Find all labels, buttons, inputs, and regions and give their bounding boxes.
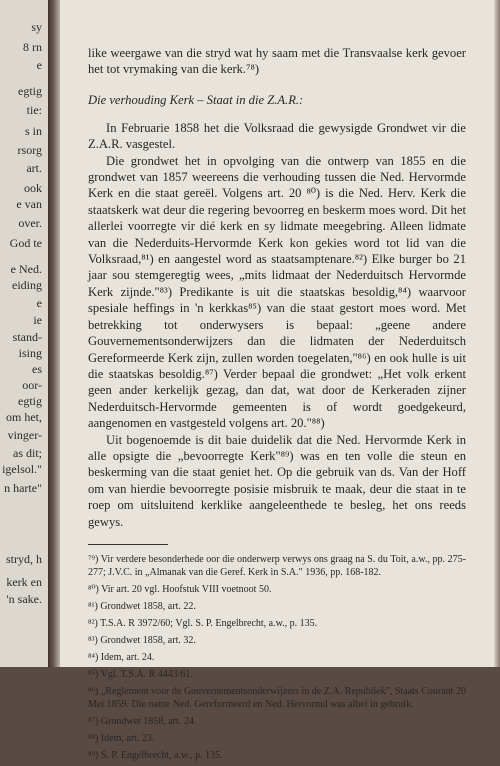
margin-fragment: e [36, 58, 42, 72]
margin-fragment: vinger- [7, 428, 42, 442]
margin-fragment: igelsol." [2, 462, 42, 476]
margin-fragment: rsorg [17, 143, 42, 157]
footnote: ⁸⁰) Vir art. 20 vgl. Hoofstuk VIII voetnoot 50. [88, 583, 272, 595]
margin-fragment: 8 rn [23, 40, 42, 54]
margin-fragment: egtig [18, 394, 42, 408]
margin-fragment: egtig [18, 84, 42, 98]
footnote: ⁸⁵) Vgl. T.S.A. R 4443/61. [88, 668, 194, 680]
margin-fragment: s in [24, 124, 42, 138]
margin-fragment: over. [18, 216, 42, 230]
body-paragraph: Uit bogenoemde is dit baie duidelik dat die Ned. Hervormde Kerk in alle opsigte die „bevoorregte Kerk"⁸⁹) was en ten volle die steun en beskerming van die staat geniet het. Op die gebruik van ds. Van der Hoff om van hierdie bevoorregte posisie misbruik te maak, deur die staat in te roep om uitsluitend kerklike aangeleenthede te besleg, het ons reeds gewys. [88, 432, 466, 529]
margin-fragment: ie [33, 313, 42, 327]
footnote: ⁸⁶) „Reglement voor de Gouvernementsonderwijzers in de Z.A. Republiek", Staats Courant 20 Mei 1859. Die name Ned. Gereformeerd en Ned. Hervormd was albei in gebruik. [88, 685, 466, 710]
page-content [88, 45, 466, 766]
opening-paragraph [88, 45, 466, 78]
margin-fragment: e Ned. [10, 262, 42, 276]
footnote: ⁸⁴) Idem, art. 24. [88, 651, 155, 663]
margin-fragment: es [32, 362, 42, 376]
footnote: ⁸²) T.S.A. R 3972/60; Vgl. S. P. Engelbrecht, a.w., p. 135. [88, 617, 318, 629]
facing-page-edge [0, 0, 48, 667]
margin-fragment: 'n sake. [6, 592, 42, 606]
margin-fragment: stryd, h [6, 552, 42, 566]
margin-fragment: n harte" [4, 481, 42, 495]
footnote-ref: ⁷⁸) [246, 62, 260, 77]
margin-fragment: as dit; [13, 446, 42, 460]
margin-fragment: ook [24, 181, 42, 195]
margin-fragment: om het, [6, 410, 42, 424]
margin-fragment: oor- [22, 378, 42, 392]
margin-fragment: ising [18, 346, 42, 360]
margin-fragment: tie: [26, 103, 42, 117]
margin-fragment: eiding [12, 278, 42, 292]
footnote: ⁸⁷) Grondwet 1858, art. 24. [88, 715, 197, 727]
section-heading: Die verhouding Kerk – Staat in die Z.A.R.: [88, 92, 304, 107]
margin-fragment: e [36, 296, 42, 310]
margin-fragment: sy [31, 20, 42, 34]
opening-text: like weergawe van die stryd wat hy saam met die Transvaalse kerk gevoer het tot vrymaking van die kerk. [88, 46, 466, 77]
body-paragraph: In Februarie 1858 het die Volksraad die gewysigde Grondwet vir die Z.A.R. vasgestel. [88, 120, 466, 152]
footnote-rule [88, 544, 168, 545]
footnote: ⁸³) Grondwet 1858, art. 32. [88, 634, 196, 646]
margin-fragment: God te [9, 236, 42, 250]
book-gutter [48, 0, 60, 667]
footnote: ⁸⁸) Idem, art. 23. [88, 732, 155, 744]
page-edge-shadow [494, 0, 500, 667]
margin-fragment: art. [26, 161, 42, 175]
margin-fragment: e van [16, 197, 42, 211]
body-paragraph: Die grondwet het in opvolging van die ontwerp van 1855 en die grondwet van 1857 weereens die verhouding tussen die Ned. Hervormde Kerk en die staat gereël. Volgens art. 20 ⁸⁰) is die Ned. Herv. Kerk die staatskerk wat deur die regering bevoorreg en beskerm moes word. Dit het allerlei voorregte vir dié kerk en sy lidmate meegebring. Alleen lidmate van die Nederduits-Hervormde Kerk kon gekies word tot lid van die Volksraad,⁸¹) en aangestel word as staatsamptenare.⁸²) Elke burger bo 21 jaar sou stemgeregtig wees, „mits lidmaat der Nederduitsch Hervormde Kerk zijnde."⁸³) Predikante is uit die staatskas besoldig,⁸⁴) waarvoor spesiale heffings in 'n kerkkas⁸⁵) van die staat gestort moes word. Met betrekking tot onderwysers is bepaal: „geene andere Gouvernementsonderwijzers dan die lidmaten der Nederduitsch Gereformeerde Kerk zijn, zullen worden toegelaten,"⁸⁶) en ook hulle is uit die staatskas besoldig.⁸⁷) Verder bepaal die grondwet: „Het volk erkent geen ander kerkelijk gezag, dan dat, wat door de Kerkeraden zijner Nederduitsch-Hervormde gemeenten is of wordt goedgekeurd, aangenomen en vastgesteld volgens art. 20."⁸⁸) [88, 153, 466, 431]
footnote: ⁸¹) Grondwet 1858, art. 22. [88, 600, 196, 612]
book-page [60, 0, 500, 761]
margin-fragment: stand- [12, 330, 42, 344]
margin-fragment: kerk en [6, 575, 42, 589]
footnote: ⁸⁹) S. P. Engelbrecht, a.w., p. 135. [88, 749, 223, 761]
footnote: ⁷⁹) Vir verdere besonderhede oor die onderwerp verwys ons graag na S. du Toit, a.w., pp. 275-277; J.V.C. in „Almanak van die Geref. Kerk in S.A." 1936, pp. 168-182. [88, 553, 466, 578]
